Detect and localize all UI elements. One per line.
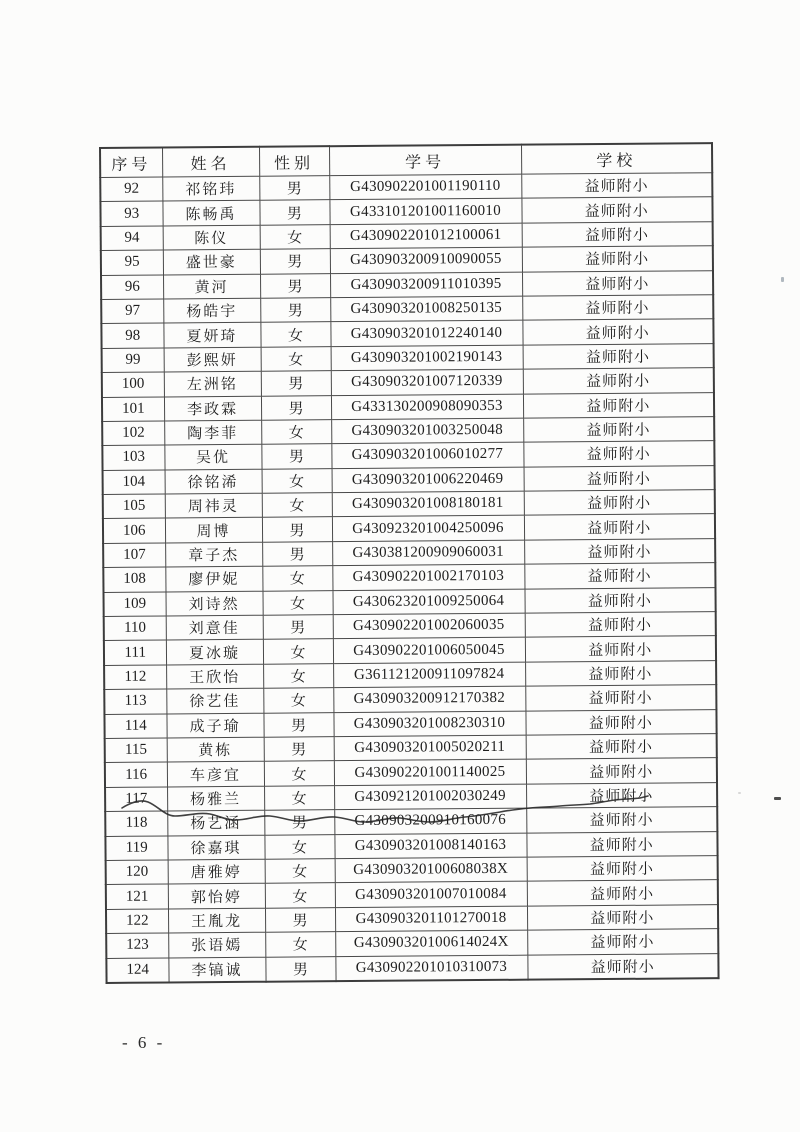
- cell-student-id: G430902201006050045: [333, 638, 525, 664]
- cell-school: 益师附小: [525, 685, 716, 711]
- cell-index: 100: [102, 372, 164, 397]
- cell-gender: 男: [265, 956, 335, 981]
- cell-student-id: G430903200911010395: [330, 272, 522, 298]
- cell-index: 122: [106, 909, 168, 934]
- cell-name: 黄栋: [167, 737, 264, 762]
- cell-gender: 女: [262, 468, 332, 493]
- cell-gender: 女: [262, 493, 332, 518]
- cell-student-id: G430921201002030249: [334, 784, 526, 810]
- cell-student-id: G361121200911097824: [333, 662, 525, 688]
- cell-name: 陶李菲: [164, 420, 261, 445]
- cell-index: 114: [104, 714, 166, 739]
- cell-school: 益师附小: [527, 953, 718, 979]
- cell-name: 廖伊妮: [165, 566, 262, 591]
- scan-speck-mark: [781, 277, 784, 282]
- cell-school: 益师附小: [521, 173, 712, 199]
- cell-school: 益师附小: [525, 612, 716, 638]
- cell-index: 117: [105, 787, 167, 812]
- scan-dash-mark: [774, 797, 781, 800]
- cell-school: 益师附小: [524, 490, 715, 516]
- cell-school: 益师附小: [524, 539, 715, 565]
- cell-student-id: G430923201004250096: [332, 516, 524, 542]
- cell-school: 益师附小: [522, 270, 713, 296]
- cell-name: 章子杰: [165, 542, 262, 567]
- cell-school: 益师附小: [525, 660, 716, 686]
- cell-school: 益师附小: [523, 417, 714, 443]
- cell-student-id: G430902201010310073: [335, 955, 527, 981]
- cell-student-id: G430903201003250048: [331, 418, 523, 444]
- cell-student-id: G430903201012240140: [330, 321, 522, 347]
- cell-name: 周博: [165, 518, 262, 543]
- cell-name: 黄河: [163, 274, 260, 299]
- cell-school: 益师附小: [526, 782, 717, 808]
- cell-student-id: G433101201001160010: [329, 199, 521, 225]
- cell-index: 108: [103, 567, 165, 592]
- cell-gender: 女: [260, 224, 330, 249]
- cell-gender: 女: [260, 322, 330, 347]
- cell-student-id: G430903201007010084: [335, 881, 527, 907]
- cell-gender: 男: [260, 249, 330, 274]
- cell-school: 益师附小: [527, 904, 718, 930]
- cell-index: 124: [106, 957, 168, 982]
- cell-school: 益师附小: [524, 587, 715, 613]
- cell-name: 李政霖: [164, 396, 261, 421]
- cell-student-id: G430903200910160076: [334, 808, 526, 834]
- cell-gender: 男: [261, 371, 331, 396]
- cell-gender: 女: [261, 346, 331, 371]
- cell-gender: 女: [265, 883, 335, 908]
- cell-school: 益师附小: [524, 563, 715, 589]
- cell-student-id: G430903201005020211: [334, 735, 526, 761]
- cell-student-id: G430903201008230310: [333, 711, 525, 737]
- cell-index: 99: [102, 348, 164, 373]
- cell-index: 123: [106, 933, 168, 958]
- table-row: [106, 953, 718, 983]
- cell-name: 杨皓宇: [163, 298, 260, 323]
- cell-name: 郭怡婷: [168, 884, 265, 909]
- cell-school: 益师附小: [524, 514, 715, 540]
- cell-student-id: G430902201001140025: [334, 760, 526, 786]
- cell-name: 祁铭玮: [162, 176, 259, 201]
- cell-student-id: G430903201006010277: [331, 442, 523, 468]
- cell-index: 97: [101, 299, 163, 324]
- cell-index: 102: [102, 421, 164, 446]
- cell-school: 益师附小: [525, 709, 716, 735]
- cell-index: 112: [104, 665, 166, 690]
- header-school: 学校: [521, 143, 712, 174]
- cell-name: 陈畅禹: [162, 201, 259, 226]
- cell-student-id: G430903201006220469: [332, 467, 524, 493]
- cell-name: 徐铭浠: [165, 469, 262, 494]
- header-name: 姓名: [162, 147, 259, 177]
- cell-school: 益师附小: [527, 880, 718, 906]
- cell-gender: 男: [263, 615, 333, 640]
- cell-index: 95: [101, 250, 163, 275]
- cell-student-id: G43090320100608038X: [335, 857, 527, 883]
- cell-name: 徐嘉琪: [167, 835, 264, 860]
- cell-index: 116: [105, 762, 167, 787]
- cell-name: 李镐诚: [168, 957, 265, 983]
- cell-student-id: G430902201001190110: [329, 174, 521, 200]
- cell-school: 益师附小: [523, 343, 714, 369]
- cell-index: 119: [105, 836, 167, 861]
- cell-index: 94: [101, 226, 163, 251]
- cell-student-id: G430903201008250135: [330, 296, 522, 322]
- cell-gender: 女: [263, 688, 333, 713]
- cell-school: 益师附小: [522, 246, 713, 272]
- cell-name: 刘诗然: [165, 591, 262, 616]
- cell-gender: 男: [260, 298, 330, 323]
- cell-index: 101: [102, 397, 164, 422]
- cell-index: 107: [103, 543, 165, 568]
- cell-index: 113: [104, 689, 166, 714]
- cell-name: 唐雅婷: [168, 859, 265, 884]
- cell-school: 益师附小: [526, 831, 717, 857]
- cell-school: 益师附小: [526, 758, 717, 784]
- table-body: [100, 173, 718, 983]
- cell-gender: 女: [265, 859, 335, 884]
- cell-name: 张语嫣: [168, 932, 265, 957]
- cell-gender: 女: [263, 663, 333, 688]
- cell-school: 益师附小: [522, 319, 713, 345]
- student-roster-table-container: [99, 142, 718, 984]
- cell-gender: 男: [262, 517, 332, 542]
- cell-gender: 男: [261, 395, 331, 420]
- cell-index: 106: [103, 518, 165, 543]
- cell-name: 王胤龙: [168, 908, 265, 933]
- cell-index: 109: [103, 592, 165, 617]
- cell-index: 92: [100, 177, 162, 202]
- cell-school: 益师附小: [523, 392, 714, 418]
- cell-gender: 女: [262, 566, 332, 591]
- cell-gender: 女: [262, 590, 332, 615]
- cell-student-id: G430903201002190143: [331, 345, 523, 371]
- student-roster-table: [99, 142, 720, 984]
- cell-student-id: G430381200909060031: [332, 540, 524, 566]
- cell-school: 益师附小: [522, 295, 713, 321]
- cell-student-id: G430903200910090055: [330, 247, 522, 273]
- cell-index: 115: [105, 738, 167, 763]
- cell-index: 103: [102, 445, 164, 470]
- cell-name: 杨雅兰: [167, 786, 264, 811]
- cell-index: 111: [104, 640, 166, 665]
- cell-gender: 女: [261, 420, 331, 445]
- cell-name: 成子瑜: [166, 713, 263, 738]
- cell-school: 益师附小: [527, 929, 718, 955]
- cell-index: 96: [101, 275, 163, 300]
- cell-name: 周祎灵: [165, 493, 262, 518]
- cell-name: 夏冰璇: [166, 640, 263, 665]
- header-student-id: 学号: [329, 145, 521, 176]
- cell-school: 益师附小: [527, 856, 718, 882]
- table-header-row: [100, 143, 712, 177]
- cell-student-id: G430623201009250064: [332, 589, 524, 615]
- cell-gender: 男: [264, 737, 334, 762]
- cell-gender: 女: [265, 932, 335, 957]
- cell-gender: 男: [260, 273, 330, 298]
- cell-gender: 男: [261, 444, 331, 469]
- cell-gender: 男: [263, 712, 333, 737]
- cell-school: 益师附小: [526, 734, 717, 760]
- cell-student-id: G433130200908090353: [331, 394, 523, 420]
- cell-school: 益师附小: [521, 197, 712, 223]
- cell-gender: 男: [265, 907, 335, 932]
- cell-index: 120: [106, 860, 168, 885]
- cell-school: 益师附小: [524, 465, 715, 491]
- cell-gender: 女: [264, 761, 334, 786]
- cell-index: 105: [103, 494, 165, 519]
- cell-student-id: G430903201007120339: [331, 369, 523, 395]
- cell-index: 110: [104, 616, 166, 641]
- cell-name: 徐艺佳: [166, 688, 263, 713]
- cell-student-id: G430902201002060035: [333, 613, 525, 639]
- cell-name: 盛世豪: [163, 249, 260, 274]
- page-number: - 6 -: [122, 1033, 166, 1052]
- cell-student-id: G430902201012100061: [330, 223, 522, 249]
- header-index: 序号: [100, 148, 162, 178]
- cell-gender: 男: [262, 542, 332, 567]
- cell-name: 夏妍琦: [163, 323, 260, 348]
- cell-student-id: G43090320100614024X: [335, 930, 527, 956]
- cell-gender: 男: [259, 200, 329, 225]
- cell-student-id: G430903200912170382: [333, 686, 525, 712]
- cell-name: 刘意佳: [166, 615, 263, 640]
- cell-student-id: G430902201002170103: [332, 564, 524, 590]
- cell-student-id: G430903201008140163: [334, 833, 526, 859]
- cell-school: 益师附小: [522, 221, 713, 247]
- cell-gender: 女: [264, 834, 334, 859]
- cell-name: 吴优: [164, 445, 261, 470]
- cell-index: 93: [100, 201, 162, 226]
- cell-school: 益师附小: [523, 441, 714, 467]
- cell-gender: 男: [264, 810, 334, 835]
- cell-school: 益师附小: [523, 368, 714, 394]
- cell-name: 王欣怡: [166, 664, 263, 689]
- cell-school: 益师附小: [526, 807, 717, 833]
- cell-student-id: G430903201101270018: [335, 906, 527, 932]
- cell-index: 118: [105, 811, 167, 836]
- cell-name: 杨艺涵: [167, 810, 264, 835]
- cell-student-id: G430903201008180181: [332, 491, 524, 517]
- cell-school: 益师附小: [525, 636, 716, 662]
- cell-index: 121: [106, 884, 168, 909]
- header-gender: 性别: [259, 146, 329, 176]
- cell-index: 98: [101, 323, 163, 348]
- cell-gender: 女: [263, 639, 333, 664]
- cell-index: 104: [103, 470, 165, 495]
- cell-name: 车彦宜: [167, 762, 264, 787]
- cell-name: 彭熙妍: [164, 347, 261, 372]
- scan-faint-speck: [738, 792, 741, 794]
- cell-name: 陈仪: [163, 225, 260, 250]
- cell-name: 左洲铭: [164, 371, 261, 396]
- cell-gender: 男: [259, 176, 329, 201]
- cell-gender: 女: [264, 785, 334, 810]
